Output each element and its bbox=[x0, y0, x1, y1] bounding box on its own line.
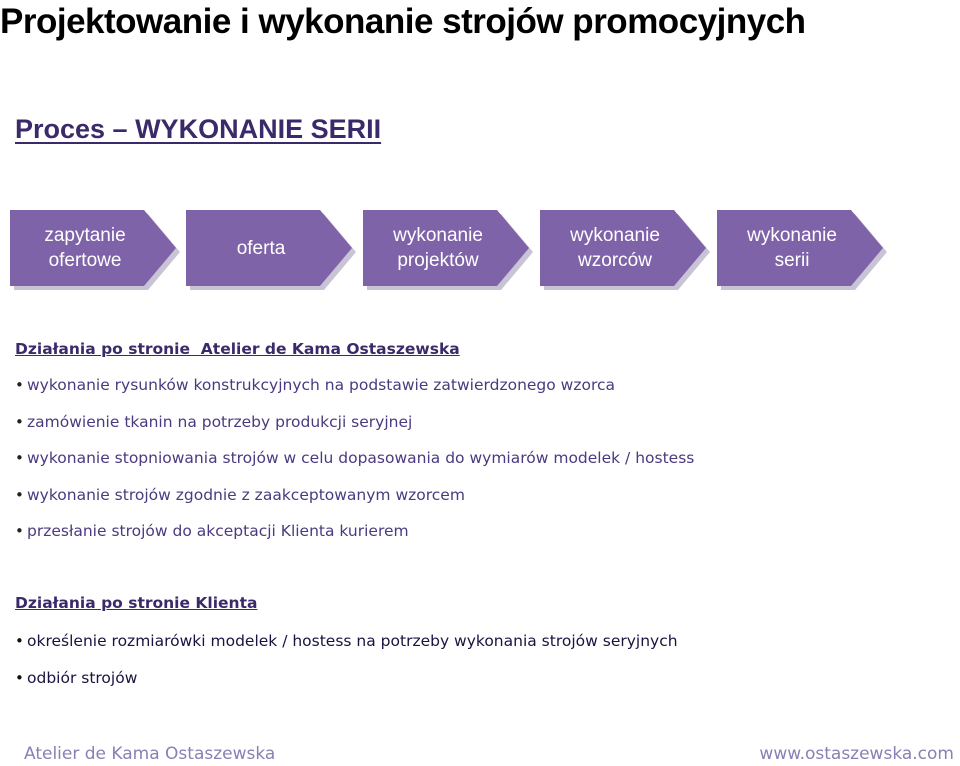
process-step-samples bbox=[540, 210, 715, 290]
process-step-offer bbox=[186, 210, 361, 290]
list-item-text: wykonanie stopniowania strojów w celu dopasowania do wymiarów modelek / hostess bbox=[27, 449, 695, 467]
bullet-icon: • bbox=[15, 485, 24, 504]
process-step-label: wykonanie wzorców bbox=[570, 225, 660, 271]
bullet-icon: • bbox=[15, 632, 24, 650]
list-item bbox=[15, 668, 678, 705]
atelier-section-heading: Działania po stronie Atelier de Kama Ostaszewska bbox=[15, 340, 460, 358]
bullet-icon: • bbox=[15, 412, 24, 431]
list-item-text: wykonanie strojów zgodnie z zaakceptowanym wzorcem bbox=[27, 485, 465, 504]
client-actions-list bbox=[15, 631, 678, 704]
bullet-icon: • bbox=[15, 522, 24, 540]
atelier-actions-list bbox=[15, 375, 694, 558]
process-step-designs bbox=[363, 210, 538, 290]
list-item bbox=[15, 521, 694, 558]
process-step-label: zapytanie ofertowe bbox=[44, 225, 126, 271]
client-section-heading: Działania po stronie Klienta bbox=[15, 594, 258, 612]
footer-company: Atelier de Kama Ostaszewska bbox=[24, 744, 276, 764]
process-step-label: oferta bbox=[236, 237, 286, 259]
process-step-label: wykonanie serii bbox=[747, 225, 837, 271]
list-item bbox=[15, 448, 694, 485]
bullet-icon: • bbox=[15, 668, 24, 687]
list-item bbox=[15, 375, 694, 412]
list-item-text: wykonanie rysunków konstrukcyjnych na podstawie zatwierdzonego wzorca bbox=[27, 376, 616, 394]
list-item-text: określenie rozmiarówki modelek / hostess na potrzeby wykonania strojów seryjnych bbox=[27, 632, 678, 650]
bullet-icon: • bbox=[15, 376, 24, 394]
bullet-icon: • bbox=[15, 449, 24, 467]
process-step-inquiry bbox=[10, 210, 185, 290]
process-step-label: wykonanie projektów bbox=[393, 225, 483, 271]
list-item bbox=[15, 412, 694, 449]
list-item-text: odbiór strojów bbox=[27, 668, 138, 687]
page-title: Projektowanie i wykonanie strojów promocyjnych bbox=[0, 2, 806, 41]
list-item bbox=[15, 485, 694, 522]
process-subtitle: Proces – WYKONANIE SERII bbox=[15, 114, 382, 144]
process-flow bbox=[0, 200, 960, 300]
footer-website: www.ostaszewska.com bbox=[759, 744, 954, 764]
list-item-text: przesłanie strojów do akceptacji Klienta kurierem bbox=[27, 522, 409, 540]
process-step-series bbox=[717, 210, 892, 290]
list-item-text: zamówienie tkanin na potrzeby produkcji seryjnej bbox=[27, 412, 413, 431]
list-item bbox=[15, 631, 678, 668]
